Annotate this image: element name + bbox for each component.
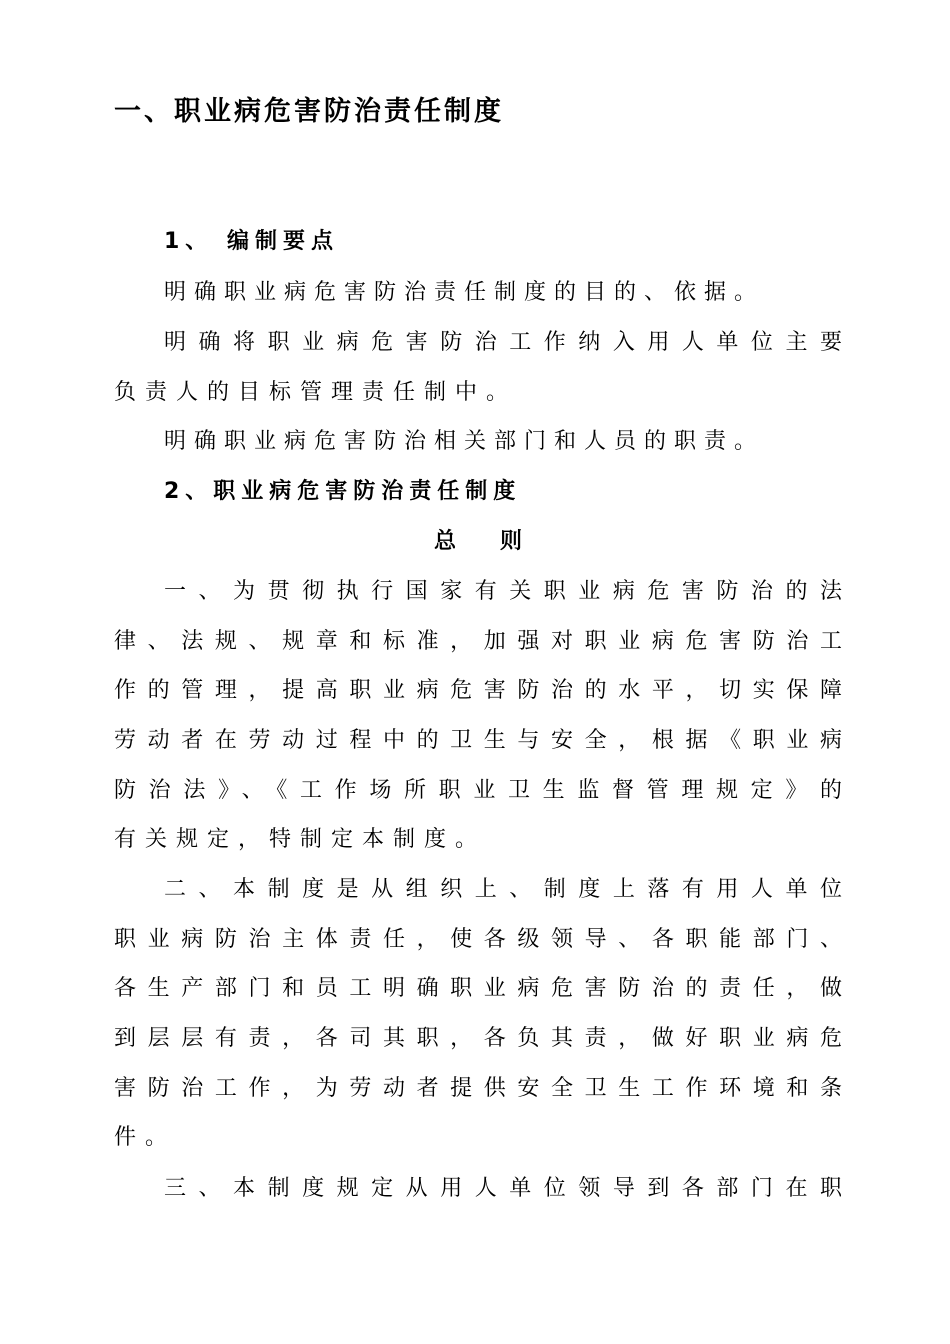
text-line: 明确职业病危害防治相关部门和人员的职责。 <box>164 429 765 454</box>
text-line: 明确职业病危害防治责任制度的目的、依据。 <box>164 280 765 305</box>
text-line: 职业病防治主体责任，使各级领导、各职能部门、 <box>114 926 842 952</box>
article-3 <box>114 1164 842 1214</box>
paragraph-purpose <box>114 268 842 318</box>
text-line: 二、本制度是从组织上、制度上落有用人单位 <box>164 877 842 902</box>
heading-char: 总 <box>433 529 456 554</box>
text-line: 件。 <box>114 1125 177 1151</box>
text-line: 有关规定，特制定本制度。 <box>114 827 487 853</box>
section-heading-compilation-points: 1、 编制要点 <box>164 229 339 254</box>
text-line: 明确将职业病危害防治工作纳入用人单位主要 <box>164 330 842 355</box>
text-line: 三、本制度规定从用人单位领导到各部门在职 <box>164 1176 842 1201</box>
article-1 <box>114 567 842 865</box>
text-line: 防治法》、《工作场所职业卫生监督管理规定》的 <box>114 777 842 803</box>
text-line: 律、法规、规章和标准，加强对职业病危害防治工 <box>114 628 842 654</box>
heading-char: 则 <box>500 529 523 554</box>
text-line: 到层层有责，各司其职，各负其责，做好职业病危 <box>114 1026 842 1052</box>
section-heading-responsibility-system: 2、职业病危害防治责任制度 <box>164 479 522 504</box>
text-line: 劳动者在劳动过程中的卫生与安全，根据《职业病 <box>114 728 842 754</box>
text-line: 一、为贯彻执行国家有关职业病危害防治的法 <box>164 579 842 604</box>
text-line: 负责人的目标管理责任制中。 <box>114 379 518 405</box>
text-line: 作的管理，提高职业病危害防治的水平，切实保障 <box>114 678 842 704</box>
text-line: 各生产部门和员工明确职业病危害防治的责任，做 <box>114 976 842 1002</box>
general-provisions-heading <box>114 517 842 567</box>
paragraph-responsibility-system <box>114 318 842 417</box>
page-title: 一、职业病危害防治责任制度 <box>114 96 504 127</box>
paragraph-duties <box>114 417 842 467</box>
text-line: 害防治工作，为劳动者提供安全卫生工作环境和条 <box>114 1075 842 1101</box>
article-2 <box>114 865 842 1163</box>
